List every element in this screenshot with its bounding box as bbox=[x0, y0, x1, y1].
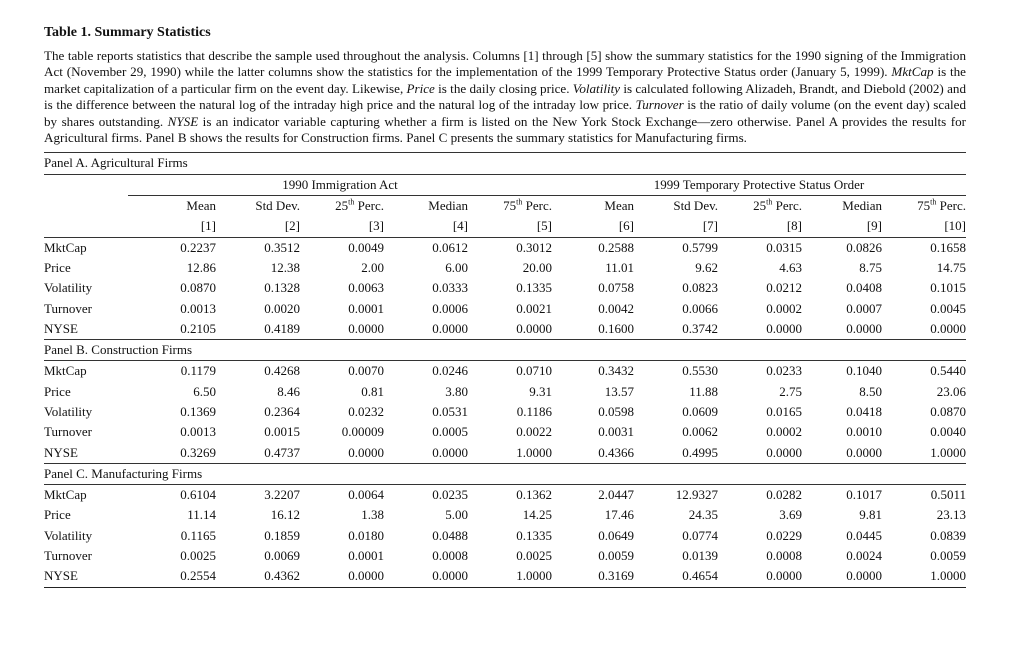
value-cell: 0.0008 bbox=[432, 548, 468, 564]
value-cell: 0.5440 bbox=[930, 363, 966, 379]
row-label: Price bbox=[44, 507, 71, 523]
value-cell: 0.0445 bbox=[846, 527, 882, 543]
value-cell: 0.0025 bbox=[516, 548, 552, 564]
caption-term: NYSE bbox=[167, 113, 199, 129]
value-cell: 0.0049 bbox=[348, 239, 384, 255]
value-cell: 9.81 bbox=[859, 507, 882, 523]
value-cell: 0.1335 bbox=[516, 527, 552, 543]
value-cell: 0.0870 bbox=[930, 404, 966, 419]
value-cell: 3.80 bbox=[445, 383, 468, 399]
value-cell: 0.0020 bbox=[264, 300, 300, 316]
value-cell: 0.0826 bbox=[846, 239, 882, 255]
value-cell: 0.4995 bbox=[682, 444, 718, 460]
value-cell: 0.0000 bbox=[300, 566, 384, 587]
table-row bbox=[44, 402, 966, 422]
value-cell: 0.0649 bbox=[598, 527, 634, 543]
value-cell: 0.5011 bbox=[930, 487, 966, 503]
value-cell: 0.0758 bbox=[598, 280, 634, 296]
value-cell: 0.1335 bbox=[516, 280, 552, 296]
value-cell: 0.5799 bbox=[682, 239, 718, 255]
table-row bbox=[44, 526, 966, 546]
value-cell: 0.0069 bbox=[264, 548, 300, 564]
value-cell: 0.0408 bbox=[846, 280, 882, 296]
value-cell: 1.38 bbox=[361, 507, 384, 523]
value-cell: 23.13 bbox=[936, 507, 966, 523]
panel-header-row bbox=[44, 340, 966, 361]
value-cell: 11.88 bbox=[689, 383, 718, 399]
value-cell: 0.0059 bbox=[930, 548, 966, 564]
value-cell: 0.0823 bbox=[682, 280, 718, 296]
value-cell: 9.62 bbox=[695, 259, 718, 275]
caption-term: Price bbox=[406, 80, 435, 96]
table-row bbox=[44, 278, 966, 298]
row-label: MktCap bbox=[44, 239, 87, 255]
value-cell: 0.0024 bbox=[846, 548, 882, 564]
value-cell: 1.0000 bbox=[930, 444, 966, 460]
group-header-row bbox=[44, 174, 966, 195]
row-label: Volatility bbox=[44, 280, 93, 296]
row-label: Volatility bbox=[44, 527, 93, 543]
value-cell: 0.1017 bbox=[846, 487, 882, 503]
value-cell: 0.0063 bbox=[348, 280, 384, 296]
value-cell: 14.75 bbox=[936, 259, 966, 275]
table-row bbox=[44, 485, 966, 506]
value-cell: 12.86 bbox=[186, 259, 216, 275]
value-cell: 0.3012 bbox=[516, 239, 552, 255]
value-cell: 0.4268 bbox=[264, 363, 300, 379]
group-label-1999: 1999 Temporary Protective Status Order bbox=[552, 174, 966, 195]
col-header: Std Dev. bbox=[255, 198, 300, 214]
row-label: NYSE bbox=[44, 320, 78, 336]
value-cell: 0.0025 bbox=[180, 548, 216, 564]
value-cell: 0.0001 bbox=[348, 548, 384, 564]
row-label: Turnover bbox=[44, 300, 92, 316]
value-cell: 0.0609 bbox=[682, 404, 718, 419]
col-number: [5] bbox=[468, 216, 552, 237]
value-cell: 0.0040 bbox=[930, 424, 966, 440]
value-cell: 6.50 bbox=[193, 383, 216, 399]
value-cell: 0.0000 bbox=[766, 320, 802, 336]
table-body bbox=[44, 153, 966, 587]
value-cell: 0.0000 bbox=[432, 444, 468, 460]
value-cell: 0.0059 bbox=[598, 548, 634, 564]
panel-title: Panel C. Manufacturing Firms bbox=[44, 463, 966, 484]
value-cell: 0.0000 bbox=[384, 566, 468, 587]
value-cell: 0.0774 bbox=[682, 527, 718, 543]
value-cell: 0.3742 bbox=[682, 320, 718, 336]
value-cell: 0.0212 bbox=[766, 280, 802, 296]
value-cell: 0.0042 bbox=[598, 300, 634, 316]
value-cell: 0.0000 bbox=[516, 320, 552, 336]
value-cell: 0.1369 bbox=[180, 404, 216, 419]
value-cell: 0.81 bbox=[361, 383, 384, 399]
col-number: [1] bbox=[128, 216, 216, 237]
value-cell: 0.0066 bbox=[682, 300, 718, 316]
value-cell: 0.0282 bbox=[766, 487, 802, 503]
value-cell: 0.3432 bbox=[598, 363, 634, 379]
value-cell: 17.46 bbox=[604, 507, 634, 523]
row-label: Price bbox=[44, 259, 71, 275]
value-cell: 5.00 bbox=[445, 507, 468, 523]
value-cell: 0.0007 bbox=[846, 300, 882, 316]
value-cell: 1.0000 bbox=[516, 444, 552, 460]
value-cell: 24.35 bbox=[688, 507, 718, 523]
value-cell: 0.0010 bbox=[846, 424, 882, 440]
value-cell: 0.0021 bbox=[516, 300, 552, 316]
value-cell: 0.0045 bbox=[930, 300, 966, 316]
row-label: NYSE bbox=[44, 444, 78, 460]
value-cell: 0.0000 bbox=[766, 444, 802, 460]
table-row bbox=[44, 361, 966, 382]
value-cell: 0.0598 bbox=[598, 404, 634, 419]
value-cell: 0.0139 bbox=[682, 548, 718, 564]
value-cell: 20.00 bbox=[522, 259, 552, 275]
value-cell: 9.31 bbox=[529, 383, 552, 399]
value-cell: 0.00009 bbox=[341, 424, 384, 440]
value-cell: 0.1328 bbox=[264, 280, 300, 296]
value-cell: 0.0005 bbox=[432, 424, 468, 440]
value-cell: 0.0000 bbox=[432, 320, 468, 336]
table-row bbox=[44, 546, 966, 566]
caption-text: is the daily closing price. bbox=[434, 80, 573, 96]
value-cell: 1.0000 bbox=[882, 566, 966, 587]
value-cell: 8.46 bbox=[277, 383, 300, 399]
value-cell: 0.0000 bbox=[930, 320, 966, 336]
row-label: Turnover bbox=[44, 424, 92, 440]
table-title: Table 1. Summary Statistics bbox=[44, 25, 211, 40]
value-cell: 0.0008 bbox=[766, 548, 802, 564]
value-cell: 0.1015 bbox=[930, 280, 966, 296]
caption-text: The table reports statistics that describe the sample used throughout the analysis. Columns [1] through [5] show the summary statistics for the 1990 signing of the Immigration Act (November 29, 1990) while the latter columns show the statistics for the implementation of the 1999 Temporary Protective Status order (January 5, 1999). bbox=[44, 48, 966, 80]
col-header: 25th Perc. bbox=[753, 197, 802, 214]
value-cell: 0.0000 bbox=[348, 444, 384, 460]
value-cell: 0.1165 bbox=[180, 527, 216, 543]
value-cell: 0.2554 bbox=[128, 566, 216, 587]
value-cell: 0.0002 bbox=[766, 424, 802, 440]
value-cell: 0.4366 bbox=[598, 444, 634, 460]
value-cell: 0.0165 bbox=[766, 404, 802, 419]
value-cell: 0.0001 bbox=[348, 300, 384, 316]
value-cell: 0.4362 bbox=[216, 566, 300, 587]
panel-title: Panel B. Construction Firms bbox=[44, 340, 966, 361]
value-cell: 8.75 bbox=[859, 259, 882, 275]
value-cell: 0.3169 bbox=[552, 566, 634, 587]
panel-title: Panel A. Agricultural Firms bbox=[44, 153, 966, 174]
col-header: 75th Perc. bbox=[917, 197, 966, 214]
col-header: Std Dev. bbox=[673, 198, 718, 214]
caption-text: is an indicator variable capturing whether a firm is listed on the New York Stock Exchange—zero otherwise. Panel A provides the results for Agricultural firms. Panel B shows the results for Construction firms. Panel C presents the summary statistics for Manufacturing firms. bbox=[44, 113, 966, 146]
value-cell: 0.0031 bbox=[598, 424, 634, 440]
value-cell: 16.12 bbox=[270, 507, 300, 523]
blank-cell bbox=[44, 216, 128, 237]
col-header: Median bbox=[428, 198, 468, 214]
col-header: Mean bbox=[604, 198, 634, 214]
value-cell: 0.0229 bbox=[766, 527, 802, 543]
table-row bbox=[44, 237, 966, 258]
value-cell: 11.14 bbox=[187, 507, 216, 523]
col-header: 25th Perc. bbox=[335, 197, 384, 214]
value-cell: 0.0531 bbox=[432, 404, 468, 419]
table-row bbox=[44, 319, 966, 340]
column-number-row bbox=[44, 216, 966, 237]
value-cell: 0.2364 bbox=[264, 404, 300, 419]
value-cell: 0.0013 bbox=[180, 300, 216, 316]
value-cell: 0.5530 bbox=[682, 363, 718, 379]
value-cell: 0.0235 bbox=[432, 487, 468, 503]
col-number: [3] bbox=[300, 216, 384, 237]
table-row bbox=[44, 566, 966, 587]
value-cell: 0.0612 bbox=[432, 239, 468, 255]
panel-header-row bbox=[44, 153, 966, 174]
col-number: [2] bbox=[216, 216, 300, 237]
table-row bbox=[44, 299, 966, 319]
value-cell: 12.9327 bbox=[675, 487, 718, 503]
value-cell: 0.0000 bbox=[846, 320, 882, 336]
table-row bbox=[44, 422, 966, 442]
row-label: Price bbox=[44, 383, 71, 399]
table-row bbox=[44, 258, 966, 278]
value-cell: 0.0246 bbox=[432, 363, 468, 379]
caption-text: is calculated following Alizadeh, Brandt, and Diebold (2002) and is the difference between the natural log of the intraday high price and the natural log of the intraday low price. bbox=[44, 80, 966, 113]
value-cell: 0.4654 bbox=[634, 566, 718, 587]
col-number: [6] bbox=[552, 216, 634, 237]
value-cell: 0.2237 bbox=[180, 239, 216, 255]
table-caption bbox=[44, 48, 966, 146]
value-cell: 0.0418 bbox=[846, 404, 882, 419]
value-cell: 0.0015 bbox=[264, 424, 300, 440]
value-cell: 1.0000 bbox=[468, 566, 552, 587]
panel-header-row bbox=[44, 463, 966, 484]
value-cell: 11.01 bbox=[605, 259, 634, 275]
value-cell: 0.0233 bbox=[766, 363, 802, 379]
value-cell: 0.0710 bbox=[516, 363, 552, 379]
group-label-1990: 1990 Immigration Act bbox=[128, 174, 552, 195]
value-cell: 0.0000 bbox=[348, 320, 384, 336]
row-label: MktCap bbox=[44, 363, 87, 379]
summary-statistics-table bbox=[44, 152, 966, 587]
value-cell: 0.2588 bbox=[598, 239, 634, 255]
value-cell: 4.63 bbox=[779, 259, 802, 275]
table-row bbox=[44, 382, 966, 402]
blank-cell bbox=[44, 196, 128, 217]
value-cell: 0.0006 bbox=[432, 300, 468, 316]
table-row bbox=[44, 505, 966, 525]
value-cell: 0.1362 bbox=[516, 487, 552, 503]
value-cell: 12.38 bbox=[270, 259, 300, 275]
value-cell: 0.0839 bbox=[930, 527, 966, 543]
value-cell: 0.1600 bbox=[598, 320, 634, 336]
row-label: Volatility bbox=[44, 404, 93, 419]
caption-term: Turnover bbox=[635, 97, 684, 113]
col-number: [4] bbox=[384, 216, 468, 237]
value-cell: 0.1040 bbox=[846, 363, 882, 379]
value-cell: 0.1186 bbox=[516, 404, 552, 419]
row-label: NYSE bbox=[44, 566, 128, 587]
value-cell: 23.06 bbox=[936, 383, 966, 399]
value-cell: 0.0315 bbox=[766, 239, 802, 255]
page bbox=[44, 24, 966, 588]
value-cell: 13.57 bbox=[604, 383, 634, 399]
value-cell: 0.0870 bbox=[180, 280, 216, 296]
value-cell: 0.0070 bbox=[348, 363, 384, 379]
value-cell: 2.75 bbox=[779, 383, 802, 399]
value-cell: 3.69 bbox=[779, 507, 802, 523]
value-cell: 0.0180 bbox=[348, 527, 384, 543]
value-cell: 0.0488 bbox=[432, 527, 468, 543]
row-label: Turnover bbox=[44, 548, 92, 564]
value-cell: 0.0002 bbox=[766, 300, 802, 316]
col-number: [8] bbox=[718, 216, 802, 237]
value-cell: 0.3269 bbox=[180, 444, 216, 460]
value-cell: 8.50 bbox=[859, 383, 882, 399]
value-cell: 3.2207 bbox=[264, 487, 300, 503]
value-cell: 0.1859 bbox=[264, 527, 300, 543]
col-header: Median bbox=[842, 198, 882, 214]
value-cell: 14.25 bbox=[522, 507, 552, 523]
caption-text: is the market capitalization of a particular firm on the event day. Likewise, bbox=[44, 64, 966, 96]
col-header: Mean bbox=[186, 198, 216, 214]
value-cell: 0.6104 bbox=[180, 487, 216, 503]
col-number: [10] bbox=[882, 216, 966, 237]
value-cell: 2.00 bbox=[361, 259, 384, 275]
value-cell: 0.0000 bbox=[846, 444, 882, 460]
blank-cell bbox=[44, 174, 128, 195]
value-cell: 0.3512 bbox=[264, 239, 300, 255]
value-cell: 0.0333 bbox=[432, 280, 468, 296]
column-header-row bbox=[44, 196, 966, 217]
table-row bbox=[44, 443, 966, 464]
value-cell: 0.2105 bbox=[180, 320, 216, 336]
value-cell: 0.0064 bbox=[348, 487, 384, 503]
value-cell: 0.1179 bbox=[180, 363, 216, 379]
value-cell: 0.0013 bbox=[180, 424, 216, 440]
col-number: [7] bbox=[634, 216, 718, 237]
caption-text: is the ratio of daily volume (on the event day) scaled by shares outstanding. bbox=[44, 97, 966, 129]
value-cell: 0.4189 bbox=[264, 320, 300, 336]
value-cell: 0.0022 bbox=[516, 424, 552, 440]
row-label: MktCap bbox=[44, 487, 87, 503]
caption-term: MktCap bbox=[891, 64, 934, 80]
value-cell: 0.0232 bbox=[348, 404, 384, 419]
value-cell: 0.4737 bbox=[264, 444, 300, 460]
value-cell: 0.1658 bbox=[930, 239, 966, 255]
value-cell: 0.0000 bbox=[718, 566, 802, 587]
value-cell: 6.00 bbox=[445, 259, 468, 275]
col-header: 75th Perc. bbox=[503, 197, 552, 214]
value-cell: 2.0447 bbox=[598, 487, 634, 503]
caption-term: Volatility bbox=[572, 80, 621, 96]
value-cell: 0.0062 bbox=[682, 424, 718, 440]
col-number: [9] bbox=[802, 216, 882, 237]
value-cell: 0.0000 bbox=[802, 566, 882, 587]
